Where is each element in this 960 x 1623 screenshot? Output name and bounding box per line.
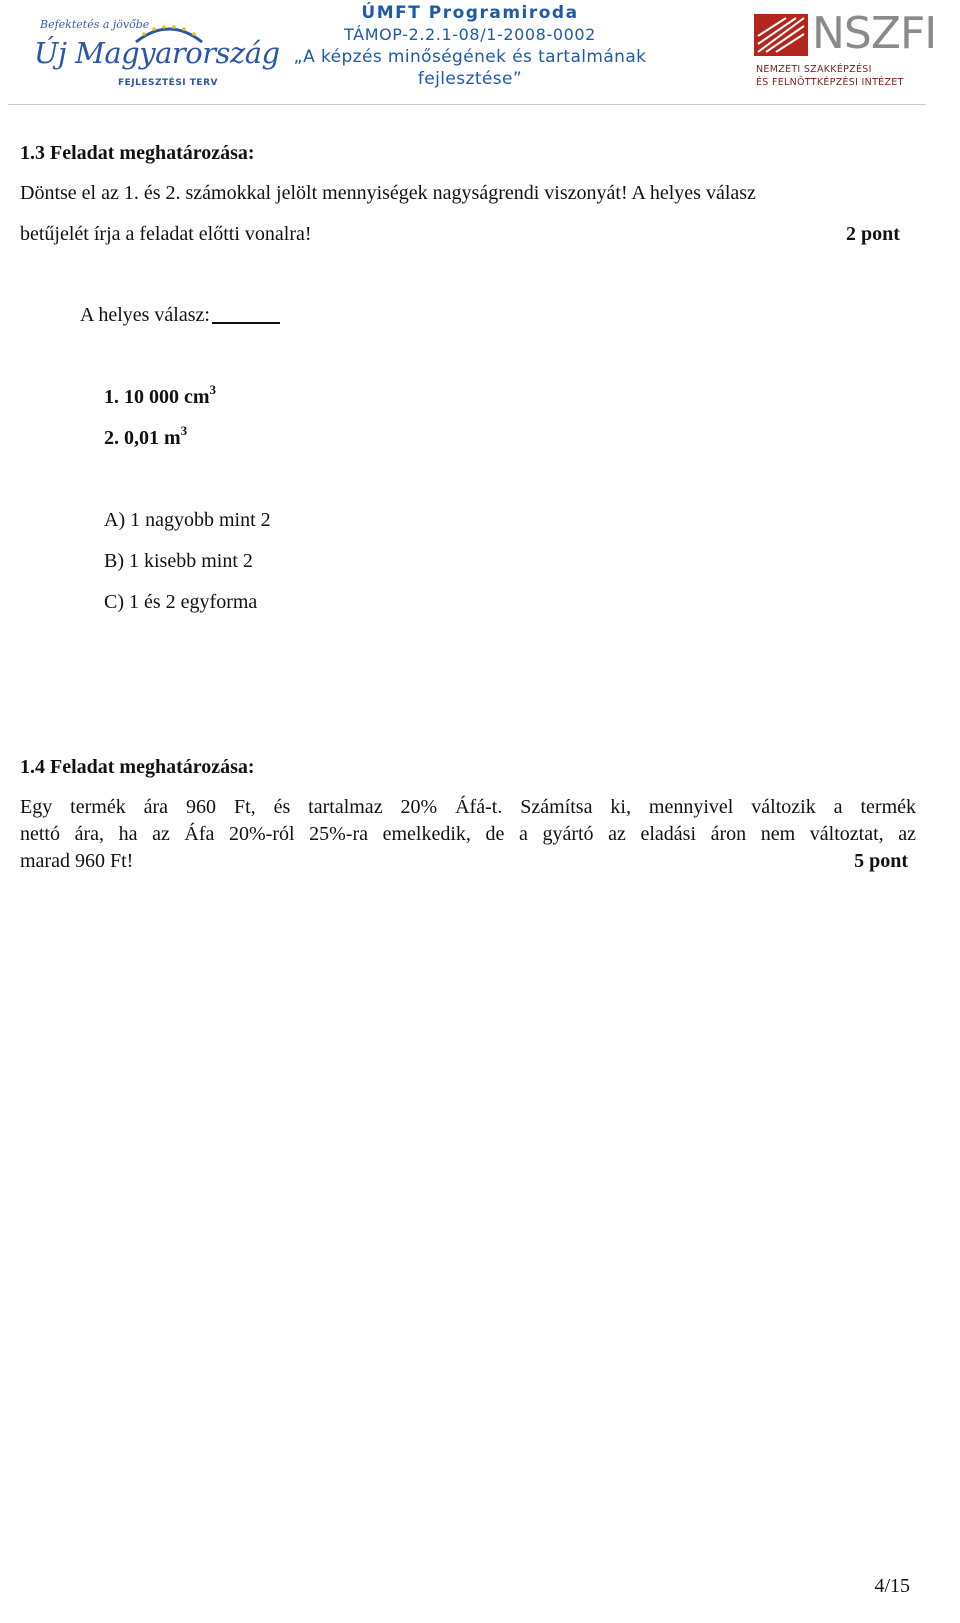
- task-14-line2: nettó ára, ha az Áfa 20%-ról 25%-ra emelkedik, de a gyártó az eladási áron nem változtat, az: [20, 823, 916, 845]
- quantity-2-exponent: 3: [180, 423, 188, 438]
- quantity-1-text: 1. 10 000 cm: [104, 386, 210, 408]
- option-c: C) 1 és 2 egyforma: [104, 591, 258, 613]
- answer-blank[interactable]: [212, 304, 280, 324]
- task-14-text: [20, 794, 916, 875]
- option-b: B) 1 kisebb mint 2: [104, 550, 253, 572]
- quantity-1-exponent: 3: [209, 382, 217, 397]
- task-14-line1: Egy termék ára 960 Ft, és tartalmaz 20% Áfá-t. Számítsa ki, mennyivel változik a termék: [20, 796, 916, 818]
- task-13-title: 1.3 Feladat meghatározása:: [20, 142, 255, 164]
- option-a: A) 1 nagyobb mint 2: [104, 509, 271, 531]
- page-number: 4/15: [874, 1575, 910, 1597]
- logo-title: Új Magyarország: [34, 36, 280, 70]
- quantity-2: [104, 423, 188, 450]
- nszfi-subtitle-line1: NEMZETI SZAKKÉPZÉSI: [756, 64, 872, 75]
- logo-subtitle: FEJLESZTÉSI TERV: [118, 78, 218, 88]
- task-13-points: 2 pont: [846, 223, 900, 245]
- project-code: TÁMOP-2.2.1-08/1-2008-0002: [344, 25, 596, 44]
- page-header: [0, 0, 960, 110]
- project-name-line2: fejlesztése”: [417, 69, 523, 89]
- nszfi-subtitle-line2: ÉS FELNŐTTKÉPZÉSI INTÉZET: [756, 77, 904, 88]
- uj-magyarorszag-logo: [34, 12, 280, 96]
- task-14-line3-text: marad 960 Ft!: [20, 850, 134, 872]
- answer-line: [80, 303, 280, 327]
- task-14-points: 5 pont: [854, 850, 908, 872]
- task-14-line3: [20, 848, 908, 875]
- quantity-1: [104, 382, 217, 409]
- nszfi-logo: [754, 8, 937, 96]
- task-14-title: 1.4 Feladat meghatározása:: [20, 756, 255, 778]
- logo-tagline: Befektetés a jövőbe: [40, 18, 150, 31]
- task-13-instruction-line1: Döntse el az 1. és 2. számokkal jelölt mennyiségek nagyságrendi viszonyát! A helyes válasz: [20, 182, 756, 204]
- header-divider: [8, 104, 926, 105]
- project-name-line1: „A képzés minőségének és tartalmának: [293, 47, 647, 67]
- nszfi-wordmark: NSZFI: [812, 8, 937, 59]
- program-heading: [240, 2, 700, 90]
- task-13-instruction-line2: betűjelét írja a feladat előtti vonalra!: [20, 223, 312, 245]
- program-office-title: ÚMFT Programiroda: [361, 3, 579, 23]
- answer-label: A helyes válasz:: [80, 304, 210, 326]
- quantity-2-text: 2. 0,01 m: [104, 427, 181, 449]
- nszfi-emblem-icon: [754, 14, 808, 56]
